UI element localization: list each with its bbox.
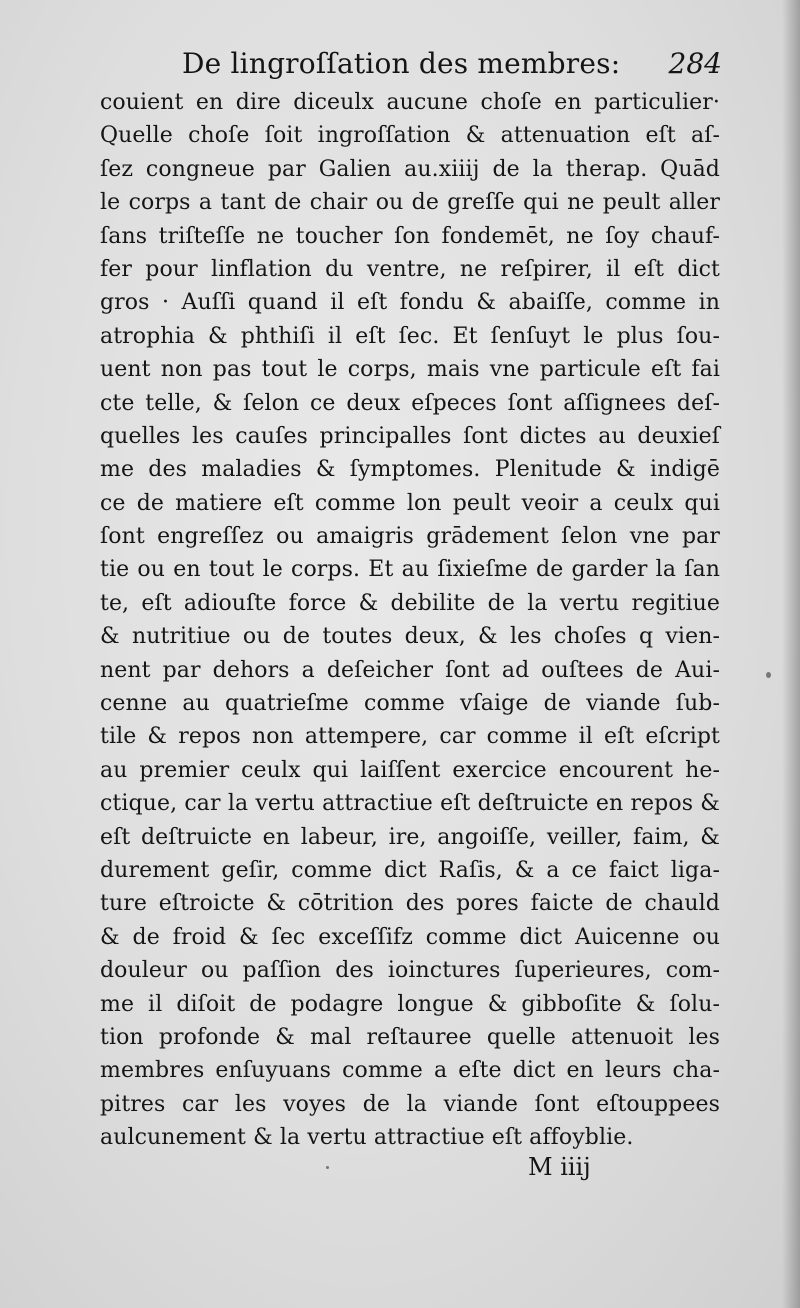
text-line: tile & repos non attempere, car comme il eſt eſcript — [100, 724, 720, 750]
text-line: nent par dehors a deſeicher ſont ad ouſtees de Aui- — [100, 657, 720, 683]
text-line: cenne au quatrieſme comme vſaige de viande ſub- — [100, 691, 720, 717]
running-title: De lingroſſation des membres: — [182, 47, 621, 80]
text-line: ce de matiere eſt comme lon peult veoir a ceulx qui — [100, 490, 720, 516]
text-line: & nutritiue ou de toutes deux, & les choſes q vien- — [100, 624, 720, 650]
text-line: Quelle choſe ſoit ingroſſation & attenuation eſt aſ- — [100, 123, 720, 149]
text-line: couient en dire diceulx aucune choſe en particulier· — [100, 90, 720, 115]
text-line: membres enſuyuans comme a eſte dict en leurs cha- — [100, 1058, 720, 1084]
text-line: cte telle, & ſelon ce deux eſpeces ſont aſſignees deſ- — [100, 390, 720, 416]
text-line: durement geſir, comme dict Raſis, & a ce faict liga- — [100, 857, 720, 883]
running-head — [182, 44, 722, 84]
text-line: le corps a tant de chair ou de greſſe qui ne peult aller — [100, 190, 720, 216]
text-line: au premier ceulx qui laiſſent exercice encourent he- — [100, 757, 720, 783]
text-line: atrophia & phthiſi il eſt ſec. Et ſenſuyt le plus ſou- — [100, 323, 720, 349]
text-line: ctique, car la vertu attractiue eſt deſtruicte en repos & — [100, 791, 720, 817]
text-line: tion profonde & mal reſtauree quelle attenuoit les — [100, 1024, 720, 1050]
text-line: gros · Auſſi quand il eſt fondu & abaiſſe, comme in — [100, 290, 720, 316]
text-line: ſont engreſſez ou amaigris grādement ſelon vne par — [100, 524, 720, 550]
text-line: fer pour linflation du ventre, ne reſpirer, il eſt dict — [100, 256, 720, 282]
text-line: te, eſt adiouſte force & debilite de la vertu regitiue — [100, 590, 720, 616]
text-line: eſt deſtruicte en labeur, ire, angoiſſe, veiller, faim, & — [100, 824, 720, 850]
text-line: & de froid & ſec exceſſifz comme dict Auicenne ou — [100, 924, 720, 950]
text-line: me il diſoit de podagre longue & gibboſite & ſolu- — [100, 991, 720, 1017]
text-line: uent non pas tout le corps, mais vne particule eſt fai — [100, 357, 720, 383]
signature-mark: M iiij — [528, 1153, 591, 1181]
paper-speck — [766, 672, 771, 678]
text-line: douleur ou paſſion des ioinctures ſuperieures, com- — [100, 958, 720, 984]
text-line: ture eſtroicte & cōtrition des pores faicte de chauld — [100, 891, 720, 917]
paper-speck — [326, 1166, 329, 1169]
folio-number: 284 — [668, 47, 722, 80]
text-line: quelles les cauſes principalles ſont dictes au deuxieſ — [100, 423, 720, 449]
text-line: ſans triſteſſe ne toucher ſon fondemēt, ne ſoy chauf- — [100, 223, 720, 249]
text-block — [100, 86, 720, 1155]
text-line: aulcunement & la vertu attractiue eſt affoyblie. — [100, 1125, 634, 1151]
text-line: tie ou en tout le corps. Et au ſixieſme de garder la ſan — [100, 557, 720, 583]
text-line: me des maladies & ſymptomes. Plenitude & indigē — [100, 457, 720, 483]
text-line: pitres car les voyes de la viande ſont eſtouppees — [100, 1091, 720, 1117]
text-line: ſez congneue par Galien au.xiiij de la therap. Quād — [100, 156, 720, 182]
